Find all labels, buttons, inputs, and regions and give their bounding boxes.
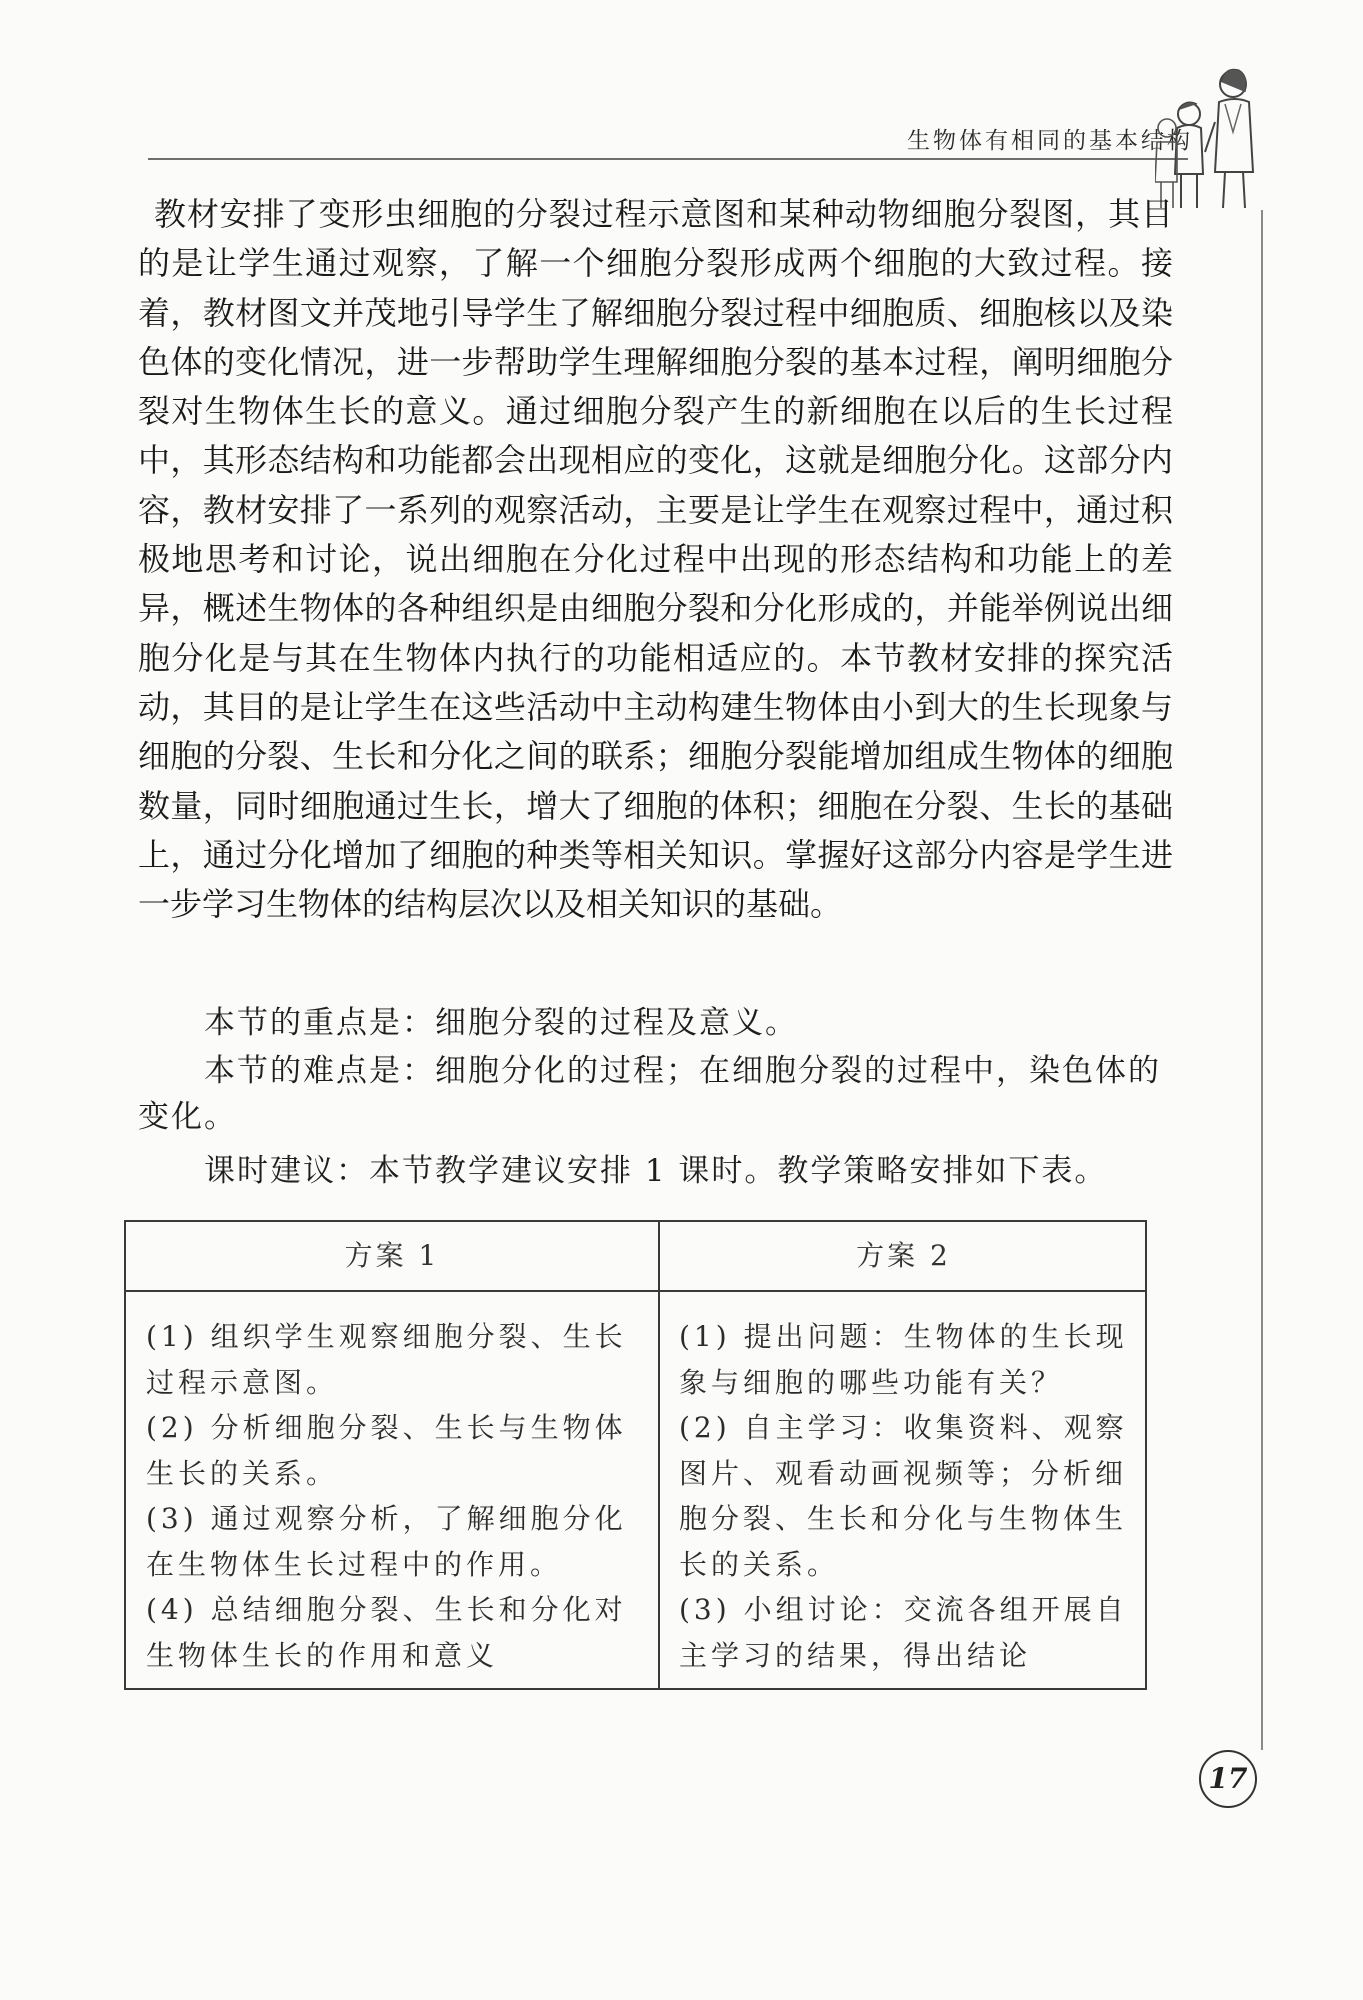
plan-2-step: (3) 小组讨论：交流各组开展自主学习的结果，得出结论 xyxy=(679,1593,1128,1672)
plan-1-step: (2) 分析细胞分裂、生长与生物体生长的关系。 xyxy=(146,1411,627,1490)
header-rule xyxy=(148,158,1188,160)
teaching-strategy-table xyxy=(124,1220,1147,1690)
table-header-plan-1: 方案 1 xyxy=(344,1239,440,1272)
running-header-title: 生物体有相同的基本结构 xyxy=(907,128,1193,154)
class-hours-paragraph: 课时建议：本节教学建议安排 1 课时。教学策略安排如下表。 xyxy=(204,1153,1108,1189)
difficulty-paragraph: 本节的难点是：细胞分化的过程；在细胞分裂的过程中，染色体的变化。 xyxy=(138,1053,1161,1135)
plan-1-step: (4) 总结细胞分裂、生长和分化对生物体生长的作用和意义 xyxy=(146,1593,627,1672)
teacher-and-students-illustration-icon xyxy=(1155,62,1275,212)
key-point-paragraph: 本节的重点是：细胞分裂的过程及意义。 xyxy=(204,1005,798,1041)
plan-2-step: (1) 提出问题：生物体的生长现象与细胞的哪些功能有关？ xyxy=(679,1320,1128,1399)
table-header-plan-2: 方案 2 xyxy=(856,1239,951,1272)
plan-2-step: (2) 自主学习：收集资料、观察图片、观看动画视频等；分析细胞分裂、生长和分化与生物体生长的关系。 xyxy=(679,1411,1128,1581)
page-number: 17 xyxy=(1199,1750,1257,1808)
main-paragraph: 教材安排了变形虫细胞的分裂过程示意图和某种动物细胞分裂图，其目的是让学生通过观察，了解一个细胞分裂形成两个细胞的大致过程。接着，教材图文并茂地引导学生了解细胞分裂过程中细胞质、细胞核以及染色体的变化情况，进一步帮助学生理解细胞分裂的基本过程，阐明细胞分裂对生物体生长的意义。通过细胞分裂产生的新细胞在以后的生长过程中，其形态结构和功能都会出现相应的变化，这就是细胞分化。这部分内容，教材安排了一系列的观察活动，主要是让学生在观察过程中，通过积极地思考和讨论，说出细胞在分化过程中出现的形态结构和功能上的差异，概述生物体的各种组织是由细胞分裂和分化形成的，并能举例说出细胞分化是与其在生物体内执行的功能相适应的。本节教材安排的探究活动，其目的是让学生在这些活动中主动构建生物体由小到大的生长现象与细胞的分裂、生长和分化之间的联系；细胞分裂能增加组成生物体的细胞数量，同时细胞通过生长，增大了细胞的体积；细胞在分裂、生长的基础上，通过分化增加了细胞的种类等相关知识。掌握好这部分内容是学生进一步学习生物体的结构层次以及相关知识的基础。 xyxy=(138,195,1173,924)
plan-2-cell xyxy=(679,1314,1134,1678)
plan-1-cell xyxy=(146,1314,646,1678)
plan-1-step: (3) 通过观察分析，了解细胞分化在生物体生长过程中的作用。 xyxy=(146,1502,627,1581)
plan-1-step: (1) 组织学生观察细胞分裂、生长过程示意图。 xyxy=(146,1320,627,1399)
table-header-divider xyxy=(126,1290,1145,1292)
side-margin-rule xyxy=(1261,210,1263,1750)
